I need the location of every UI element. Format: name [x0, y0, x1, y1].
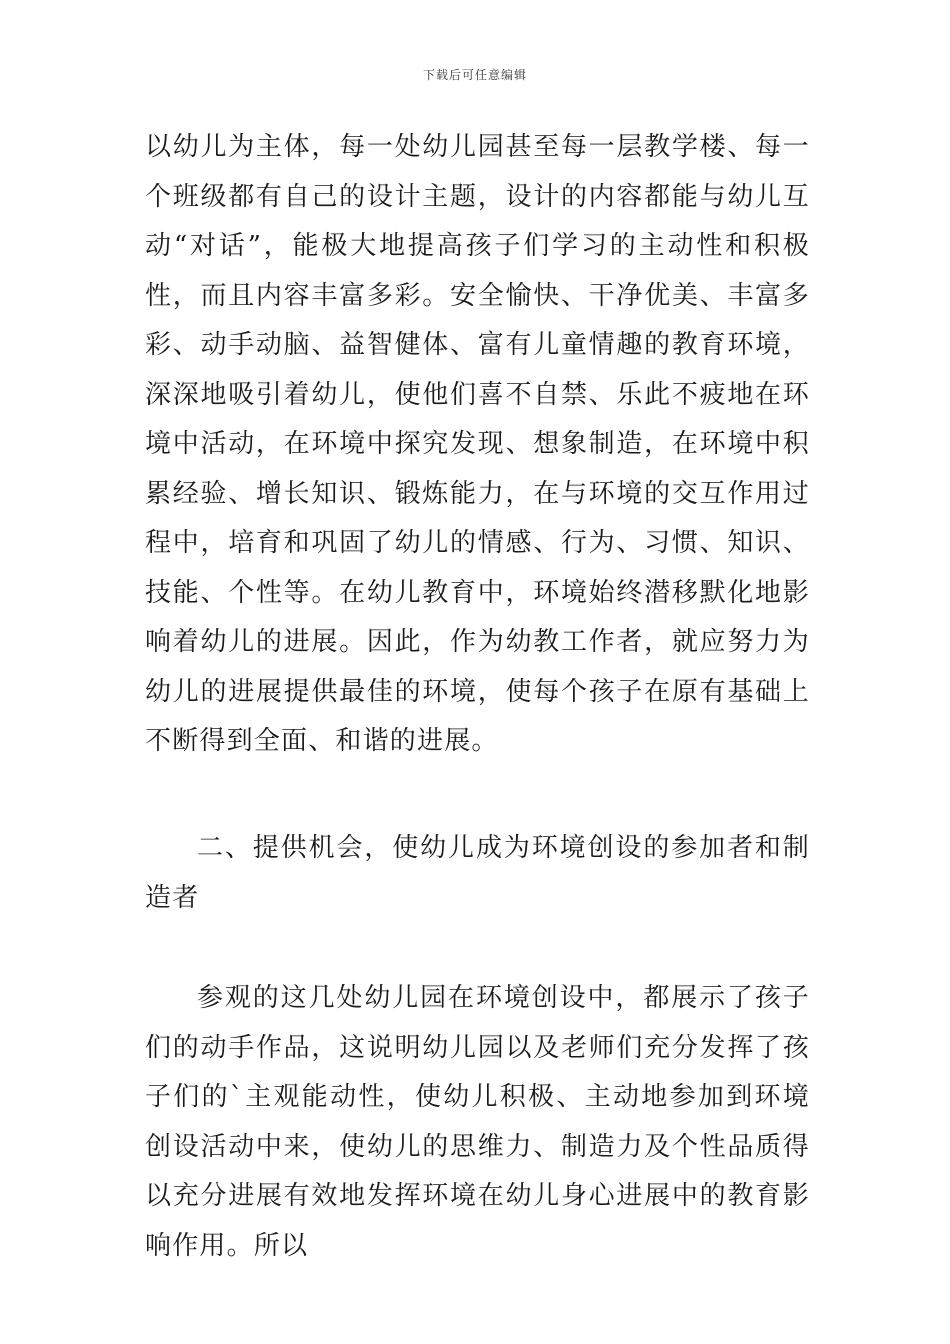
section-heading-two: 二、提供机会，使幼儿成为环境创设的参加者和制造者	[145, 833, 810, 913]
paragraph-children-participation: 参观的这几处幼儿园在环境创设中，都展示了孩子们的动手作品，这说明幼儿园以及老师们充分发挥了孩子们的`主观能动性，使幼儿积极、主动地参加到环境创设活动中来，使幼儿的思维力、制造力及个性品质得以充分进展有效地发挥环境在幼儿身心进展中的教育影响作用。所以	[145, 983, 810, 1261]
paragraph-environment-theme: 以幼儿为主体，每一处幼儿园甚至每一层教学楼、每一个班级都有自己的设计主题，设计的内容都能与幼儿互动“对话”，能极大地提高孩子们学习的主动性和积极性，而且内容丰富多彩。安全愉快、干净优美、丰富多彩、动手动脑、益智健体、富有儿童情趣的教育环境，深深地吸引着幼儿，使他们喜不自禁、乐此不疲地在环境中活动，在环境中探究发现、想象制造，在环境中积累经验、增长知识、锻炼能力，在与环境的交互作用过程中，培育和巩固了幼儿的情感、行为、习惯、知识、技能、个性等。在幼儿教育中，环境始终潜移默化地影响着幼儿的进展。因此，作为幼教工作者，就应努力为幼儿的进展提供最佳的环境，使每个孩子在原有基础上不断得到全面、和谐的进展。	[145, 132, 810, 756]
page-header: 下载后可任意编辑	[422, 68, 527, 82]
